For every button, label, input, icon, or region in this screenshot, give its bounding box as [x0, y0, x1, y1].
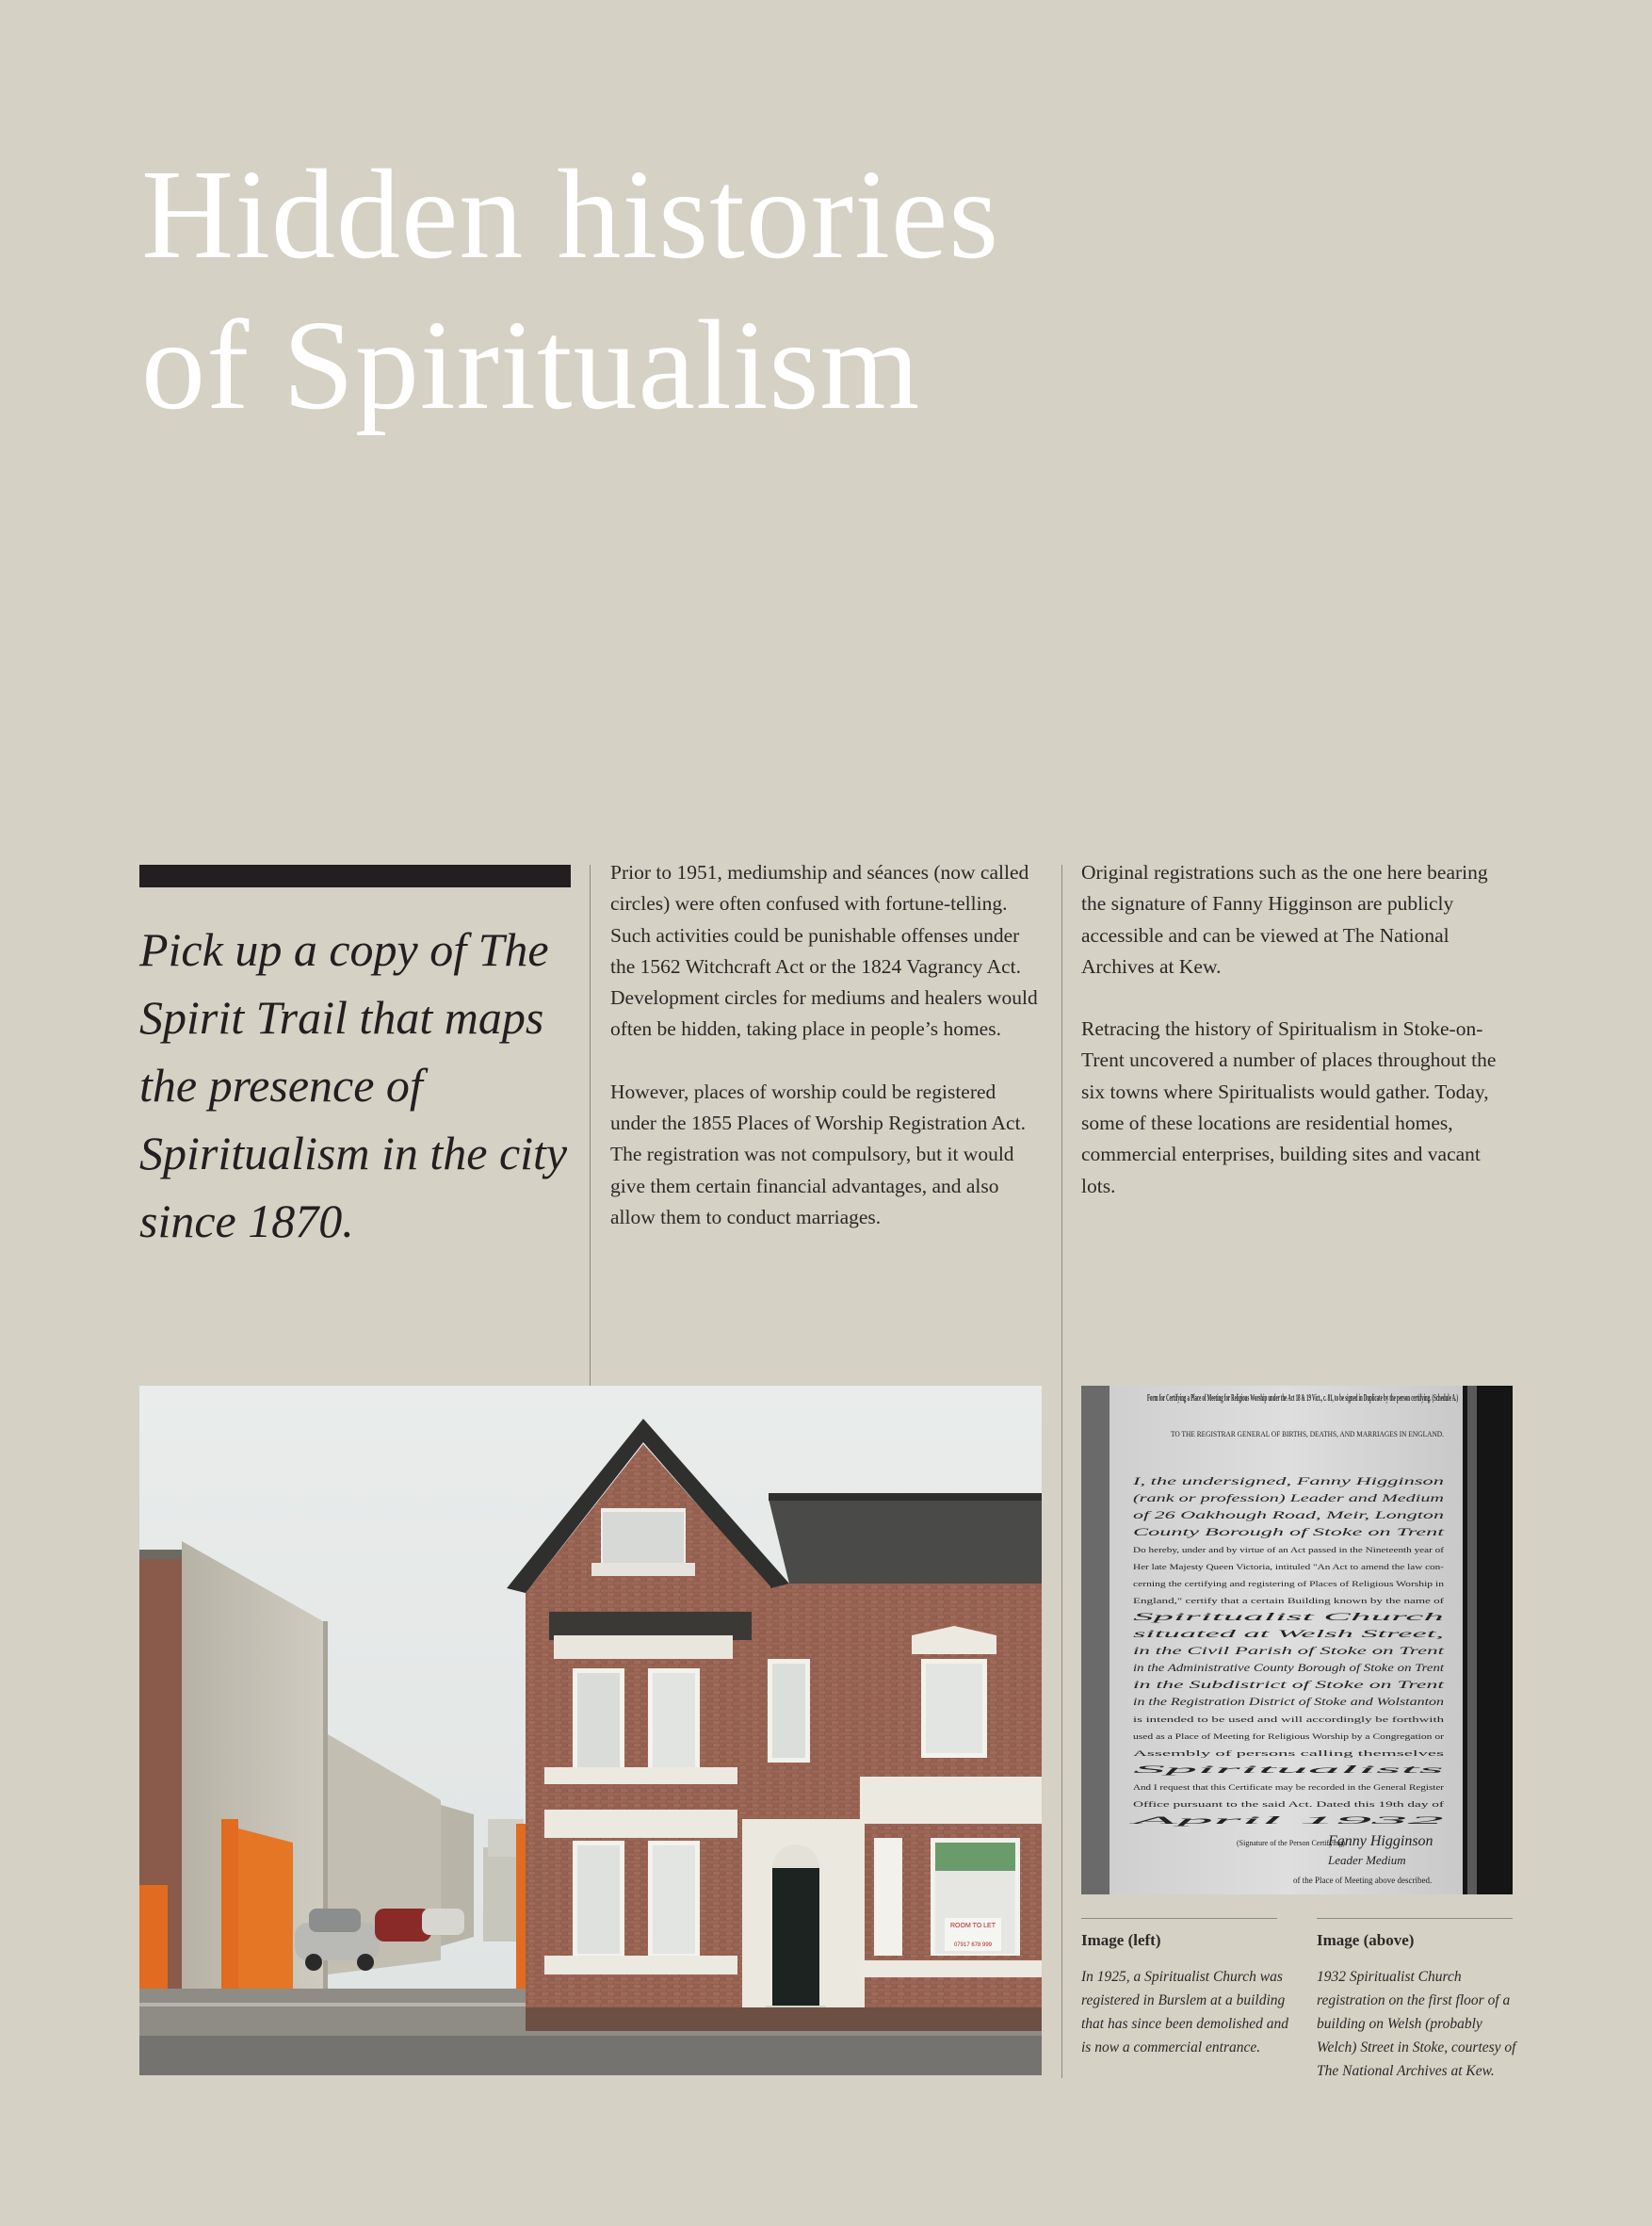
- doc-header-text: Form for Certifying a Place of Meeting for Religious Worship under the Act 18 & 19 Vict., c. 81, to be signed in Duplicate by the person certifying. (Schedule A.): [1147, 1393, 1458, 1404]
- accent-bar: [139, 865, 571, 887]
- caption-left-text: In 1925, a Spiritualist Church was registered in Burslem at a building that has since been demolished and is now a commercial entrance.: [1081, 1969, 1288, 2055]
- page-title: [141, 139, 999, 441]
- registration-document-photo: [1081, 1386, 1513, 1894]
- to-let-sign-phone: 07917 678 999: [953, 1942, 993, 1948]
- doc-signature-label: (Signature of the Person Certifying): [1237, 1839, 1346, 1847]
- doc-line: cerning the certifying and registering of Places of Religious Worship in: [1133, 1579, 1446, 1588]
- doc-line: Office pursuant to the said Act. Dated this 19th day of: [1133, 1799, 1445, 1809]
- doc-line: Spiritualist Church: [1133, 1612, 1445, 1623]
- body-column-1: [610, 857, 1042, 1264]
- doc-line: in the Civil Parish of Stoke on Trent: [1133, 1646, 1446, 1657]
- doc-line: I, the undersigned, Fanny Higginson: [1131, 1476, 1445, 1487]
- doc-line: Assembly of persons calling themselves: [1133, 1748, 1444, 1758]
- caption-right-text: 1932 Spiritualist Church registration on the first floor of a building on Welsh (probably Welch) Street in Stoke, courtesy of The National Archives at Kew.: [1317, 1969, 1516, 2079]
- title-line-1: Hidden histories: [141, 144, 1000, 285]
- doc-line: April 1932: [1126, 1815, 1446, 1827]
- caption-rule-left: [1081, 1918, 1277, 1919]
- doc-line: (rank or profession) Leader and Medium: [1133, 1493, 1444, 1504]
- doc-role: Leader Medium: [1328, 1853, 1406, 1867]
- doc-line: of 26 Oakhough Road, Meir, Longton: [1133, 1510, 1445, 1521]
- column-divider-right: [1061, 865, 1062, 2078]
- doc-footer: of the Place of Meeting above described.: [1293, 1876, 1433, 1885]
- caption-right: [1317, 1929, 1524, 2083]
- doc-line: situated at Welsh Street,: [1133, 1629, 1445, 1640]
- body-paragraph: However, places of worship could be registered under the 1855 Places of Worship Registration Act. The registration was not compulsory, but it would give them certain financial advantages, and also allow them to conduct marriages.: [610, 1080, 1026, 1228]
- doc-line: in the Subdistrict of Stoke on Trent: [1133, 1680, 1446, 1691]
- body-column-2: [1081, 857, 1514, 1233]
- doc-line: County Borough of Stoke on Trent: [1133, 1527, 1446, 1538]
- house-photo: [139, 1386, 1042, 2075]
- doc-signature: Fanny Higginson: [1328, 1833, 1433, 1849]
- doc-line: And I request that this Certificate may be recorded in the General Register: [1133, 1782, 1445, 1792]
- caption-rule-right: [1317, 1918, 1513, 1919]
- body-paragraph: Retracing the history of Spiritualism in Stoke-on-Trent uncovered a number of places throughout the six towns where Spiritualists would gather. Today, some of these locations are residential homes, commercial enterprises, building sites and vacant lots.: [1081, 1017, 1497, 1197]
- doc-line: Spiritualists: [1133, 1764, 1448, 1776]
- doc-line: England," certify that a certain Building known by the name of: [1133, 1596, 1445, 1605]
- to-let-sign-text: ROOM TO LET: [950, 1923, 996, 1929]
- body-paragraph: Original registrations such as the one here bearing the signature of Fanny Higginson are publicly accessible and can be viewed at The National Archives at Kew.: [1081, 861, 1488, 978]
- doc-line: Do hereby, under and by virtue of an Act passed in the Nineteenth year of: [1133, 1545, 1445, 1554]
- pull-quote: Pick up a copy of The Spirit Trail that maps the presence of Spiritualism in the city since 1870.: [139, 923, 568, 1247]
- doc-addressee: TO THE REGISTRAR GENERAL OF BIRTHS, DEATHS, AND MARRIAGES IN ENGLAND.: [1171, 1429, 1444, 1438]
- body-paragraph: Prior to 1951, mediumship and séances (now called circles) were often confused with fortune-telling. Such activities could be punishable offenses under the 1562 Witchcraft Act or the 1824 Vagrancy Act. Development circles for mediums and healers would often be hidden, taking place in people’s homes.: [610, 861, 1038, 1041]
- column-divider-left: [590, 865, 591, 1386]
- doc-line: Her late Majesty Queen Victoria, intituled "An Act to amend the law con-: [1133, 1562, 1445, 1571]
- caption-left: [1081, 1929, 1288, 2059]
- doc-line: is intended to be used and will accordingly be forthwith: [1133, 1714, 1446, 1724]
- doc-body-lines: [1126, 1476, 1447, 1827]
- doc-line: in the Administrative County Borough of Stoke on Trent: [1133, 1663, 1446, 1674]
- title-line-2: of Spiritualism: [141, 295, 921, 436]
- caption-left-heading: Image (left): [1081, 1931, 1161, 1949]
- doc-line: used as a Place of Meeting for Religious Worship by a Congregation or: [1133, 1731, 1445, 1741]
- doc-line: in the Registration District of Stoke and Wolstanton: [1133, 1697, 1445, 1708]
- caption-right-heading: Image (above): [1317, 1931, 1415, 1949]
